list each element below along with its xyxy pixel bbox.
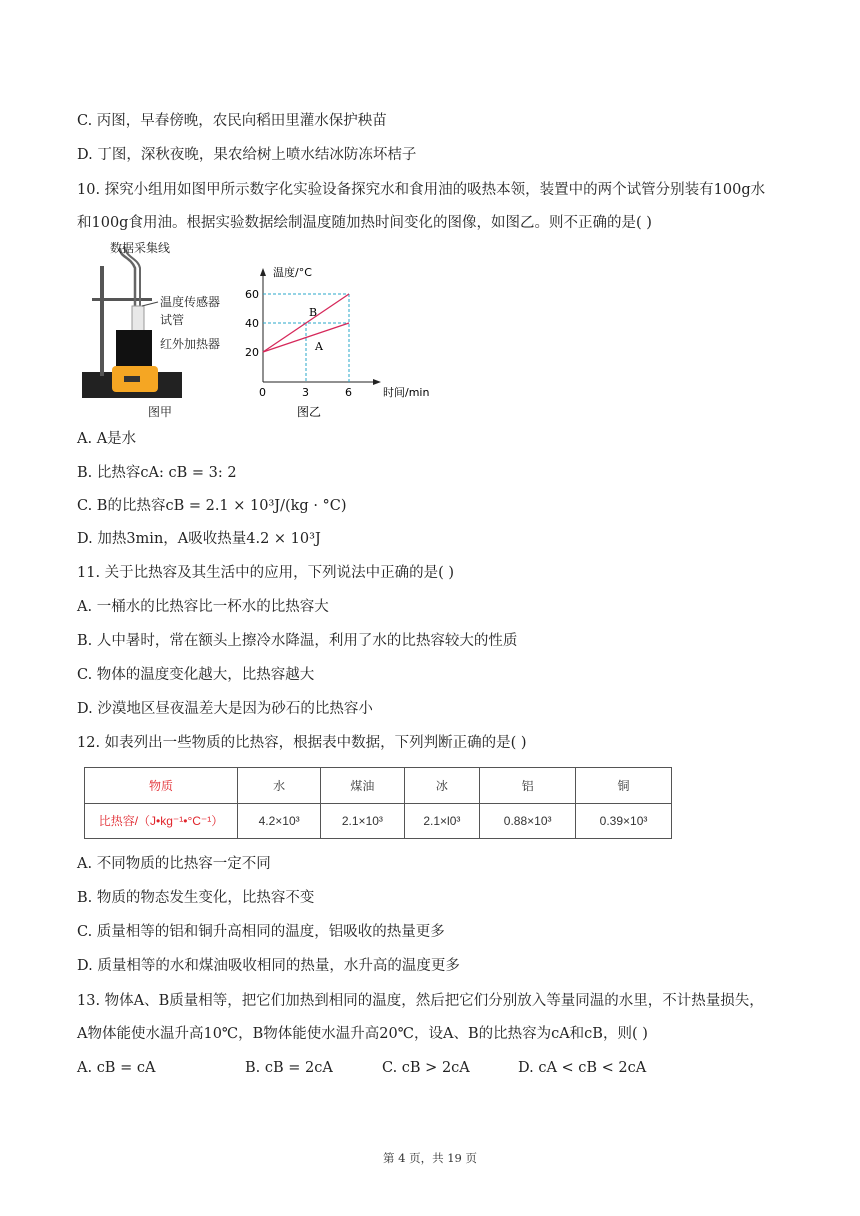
table-row — [85, 803, 672, 839]
q13-option-d: D. cA < cB < 2cA — [518, 1060, 647, 1076]
specific-heat-table — [84, 767, 672, 839]
question-13-line1: 13. 物体A、B质量相等，把它们加热到相同的温度，然后把它们分别放入等量同温的水里，不计热量损失， — [77, 993, 764, 1009]
q11-option-c: C. 物体的温度变化越大，比热容越大 — [77, 667, 315, 683]
xtick-6: 6 — [345, 386, 352, 399]
q13-option-a: A. cB = cA — [77, 1060, 156, 1076]
q13-option-c: C. cB > 2cA — [382, 1060, 470, 1076]
question-13-line2: A物体能使水温升高10℃，B物体能使水温升高20℃，设A、B的比热容为cA和cB，则( ) — [77, 1026, 648, 1042]
table-header-cell: 铝 — [480, 768, 576, 804]
q12-option-b: B. 物质的物态发生变化，比热容不变 — [77, 890, 315, 906]
line-c-bingtu: C. 丙图，早春傍晚，农民向稻田里灌水保护秧苗 — [77, 113, 387, 129]
q12-option-a: A. 不同物质的比热容一定不同 — [77, 856, 271, 872]
table-header-cell: 物质 — [85, 768, 238, 804]
graph-ylabel: 温度/°C — [273, 266, 312, 279]
table-header-cell: 水 — [238, 768, 321, 804]
q10-option-c: C. B的比热容cB = 2.1 × 10³J/(kg · °C) — [77, 498, 347, 514]
question-10-line2: 和100g食用油。根据实验数据绘制温度随加热时间变化的图像，如图乙。则不正确的是( ) — [77, 215, 652, 231]
label-cable: 数据采集线 — [110, 241, 171, 255]
caption-jia: 图甲 — [148, 405, 173, 419]
table-cell: 2.1×l0³ — [404, 803, 480, 839]
ytick-20: 20 — [245, 346, 259, 359]
table-cell: 4.2×10³ — [238, 803, 321, 839]
ytick-60: 60 — [245, 288, 259, 301]
line-a — [263, 323, 349, 352]
q11-option-d: D. 沙漠地区昼夜温差大是因为砂石的比热容小 — [77, 701, 373, 717]
apparatus-figure — [80, 238, 250, 423]
table-cell: 0.88×10³ — [480, 803, 576, 839]
q10-option-b: B. 比热容cA: cB = 3: 2 — [77, 465, 237, 481]
label-heater: 红外加热器 — [160, 337, 221, 351]
line-d-dingtu: D. 丁图，深秋夜晚，果农给树上喷水结冰防冻坏桔子 — [77, 147, 417, 163]
xtick-3: 3 — [302, 386, 309, 399]
q13-option-b: B. cB = 2cA — [245, 1060, 333, 1076]
q11-option-b: B. 人中暑时，常在额头上擦冷水降温，利用了水的比热容较大的性质 — [77, 633, 518, 649]
table-header-cell: 铜 — [576, 768, 672, 804]
question-12: 12. 如表列出一些物质的比热容，根据表中数据，下列判断正确的是( ) — [77, 735, 527, 751]
graph-xlabel: 时间/min — [383, 386, 430, 399]
graph-label-a: A — [315, 340, 323, 353]
q12-option-d: D. 质量相等的水和煤油吸收相同的热量，水升高的温度更多 — [77, 958, 460, 974]
ytick-40: 40 — [245, 317, 259, 330]
temperature-graph — [245, 266, 435, 426]
question-10-line1: 10. 探究小组用如图甲所示数字化实验设备探究水和食用油的吸热本领，装置中的两个试管分别装有100g水 — [77, 182, 766, 198]
table-row-label: 比热容/（J•kg⁻¹•°C⁻¹） — [85, 803, 238, 839]
table-header-cell: 冰 — [404, 768, 480, 804]
graph-label-b: B — [309, 306, 318, 319]
caption-yi: 图乙 — [297, 405, 322, 419]
table-header-cell: 煤油 — [321, 768, 404, 804]
q11-option-a: A. 一桶水的比热容比一杯水的比热容大 — [77, 599, 329, 615]
question-11: 11. 关于比热容及其生活中的应用，下列说法中正确的是( ) — [77, 565, 455, 581]
q10-option-a: A. A是水 — [77, 431, 137, 447]
table-cell: 0.39×10³ — [576, 803, 672, 839]
question-10-figure — [80, 238, 440, 428]
page-footer: 第 4 页，共 19 页 — [382, 1151, 478, 1165]
label-tube: 试管 — [160, 313, 185, 327]
table-cell: 2.1×10³ — [321, 803, 404, 839]
xtick-0: 0 — [259, 386, 266, 399]
q12-option-c: C. 质量相等的铝和铜升高相同的温度，铝吸收的热量更多 — [77, 924, 445, 940]
table-row — [85, 768, 672, 804]
q10-option-d: D. 加热3min，A吸收热量4.2 × 10³J — [77, 531, 321, 547]
label-sensor: 温度传感器 — [160, 295, 221, 309]
